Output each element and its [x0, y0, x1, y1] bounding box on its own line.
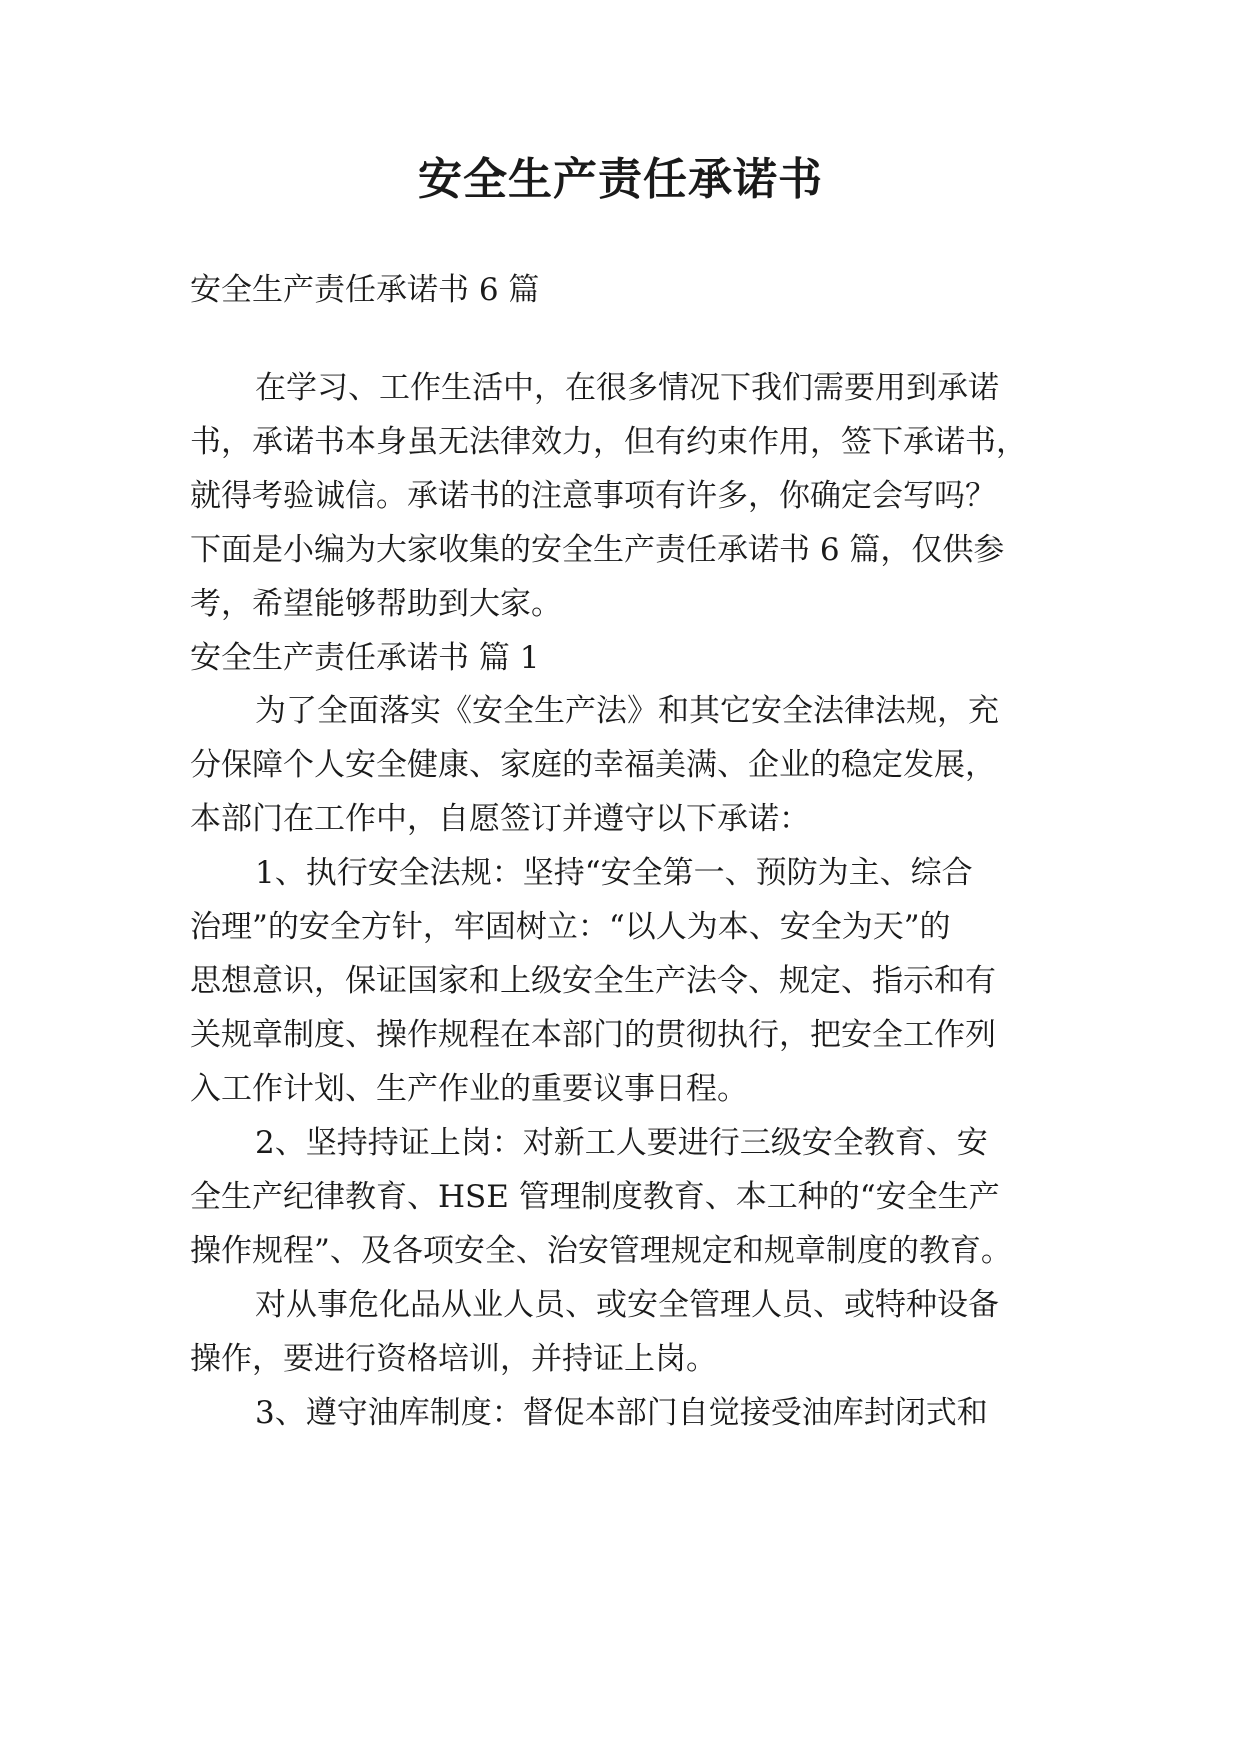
item3-line-1: 3、遵守油库制度：督促本部门自觉接受油库封闭式和: [255, 1395, 988, 1431]
section-heading: 安全生产责任承诺书 篇 1: [190, 640, 540, 676]
item1-line-1: 1、执行安全法规：坚持“安全第一、预防为主、综合: [255, 855, 973, 891]
intro-line-2: 书，承诺书本身虽无法律效力，但有约束作用，签下承诺书，: [190, 424, 1027, 460]
intro-line-5: 考，希望能够帮助到大家。: [190, 586, 562, 622]
intro-line-3: 就得考验诚信。承诺书的注意事项有许多，你确定会写吗？: [190, 478, 996, 514]
item1-line-3: 思想意识，保证国家和上级安全生产法令、规定、指示和有: [190, 963, 996, 999]
document-title: 安全生产责任承诺书: [418, 154, 823, 205]
item2-line-3: 操作规程”、及各项安全、治安管理规定和规章制度的教育。: [190, 1233, 1012, 1269]
item2b-line-2: 操作，要进行资格培训，并持证上岗。: [190, 1341, 717, 1377]
item1-line-5: 入工作计划、生产作业的重要议事日程。: [190, 1071, 748, 1107]
intro-line-4: 下面是小编为大家收集的安全生产责任承诺书 6 篇，仅供参: [190, 532, 1005, 568]
intro-line-1: 在学习、工作生活中，在很多情况下我们需要用到承诺: [255, 370, 999, 406]
item1-line-2: 治理”的安全方针，牢固树立：“以人为本、安全为天”的: [190, 909, 951, 945]
para1-line-1: 为了全面落实《安全生产法》和其它安全法律法规，充: [255, 693, 999, 729]
item2-line-2: 全生产纪律教育、HSE 管理制度教育、本工种的“安全生产: [190, 1179, 1000, 1215]
para1-line-3: 本部门在工作中，自愿签订并遵守以下承诺：: [190, 801, 810, 837]
item1-line-4: 关规章制度、操作规程在本部门的贯彻执行，把安全工作列: [190, 1017, 996, 1053]
para1-line-2: 分保障个人安全健康、家庭的幸福美满、企业的稳定发展，: [190, 747, 996, 783]
document-subtitle: 安全生产责任承诺书 6 篇: [190, 272, 540, 308]
item2b-line-1: 对从事危化品从业人员、或安全管理人员、或特种设备: [255, 1287, 999, 1323]
item2-line-1: 2、坚持持证上岗：对新工人要进行三级安全教育、安: [255, 1125, 988, 1161]
